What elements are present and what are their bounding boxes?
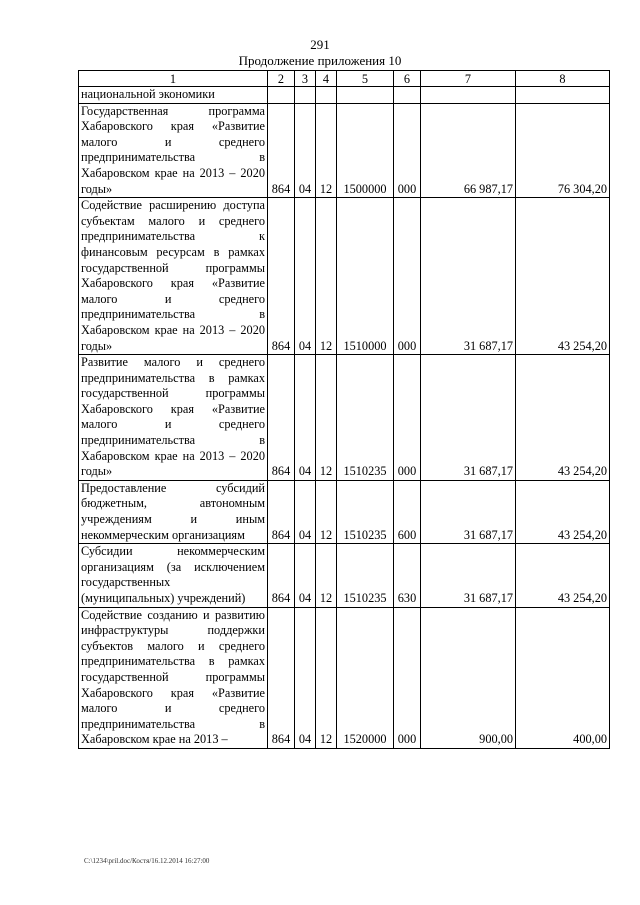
header-cell: 3 [295, 71, 316, 87]
cell-col5: 1510235 [337, 544, 394, 607]
cell-col4: 12 [316, 355, 337, 481]
cell-col6: 600 [394, 480, 421, 543]
cell-col8: 43 254,20 [516, 544, 610, 607]
cell-col7: 900,00 [421, 607, 516, 748]
row-description: национальной экономики [79, 87, 268, 104]
cell-col3: 04 [295, 480, 316, 543]
row-description: Развитие малого и среднего предпринимательства в рамках государственной программы Хабаровского края «Развитие малого и среднего предпринимательства в Хабаровском крае на 2013 – 2020 годы» [79, 355, 268, 481]
cell-col8: 43 254,20 [516, 355, 610, 481]
header-cell: 2 [268, 71, 295, 87]
cell-col7: 31 687,17 [421, 544, 516, 607]
row-description: Субсидии некоммерческим организациям (за исключением государственных (муниципальных) учреждений) [79, 544, 268, 607]
table-row [79, 198, 610, 355]
cell-col2: 864 [268, 103, 295, 198]
cell-col3: 04 [295, 198, 316, 355]
cell-col4: 12 [316, 103, 337, 198]
cell-col8 [516, 87, 610, 104]
row-description: Предоставление субсидий бюджетным, автономным учреждениям и иным некоммерческим организациям [79, 480, 268, 543]
cell-col7: 31 687,17 [421, 355, 516, 481]
row-description: Государственная программа Хабаровского края «Развитие малого и среднего предпринимательства в Хабаровском крае на 2013 – 2020 годы» [79, 103, 268, 198]
cell-col5: 1510235 [337, 480, 394, 543]
header-cell: 4 [316, 71, 337, 87]
table-row [79, 103, 610, 198]
cell-col4: 12 [316, 480, 337, 543]
cell-col3: 04 [295, 103, 316, 198]
header-cell: 1 [79, 71, 268, 87]
cell-col8: 43 254,20 [516, 198, 610, 355]
file-path-footer: C:\1234\pril.doc/Костя/16.12.2014 16:27:00 [84, 857, 210, 865]
cell-col6: 000 [394, 198, 421, 355]
cell-col2: 864 [268, 544, 295, 607]
header-cell: 5 [337, 71, 394, 87]
cell-col2 [268, 87, 295, 104]
cell-col3 [295, 87, 316, 104]
cell-col4: 12 [316, 607, 337, 748]
cell-col8: 76 304,20 [516, 103, 610, 198]
cell-col7: 31 687,17 [421, 480, 516, 543]
header-cell: 7 [421, 71, 516, 87]
cell-col2: 864 [268, 355, 295, 481]
cell-col5: 1520000 [337, 607, 394, 748]
table-row [79, 355, 610, 481]
row-description: Содействие созданию и развитию инфраструктуры поддержки субъектов малого и среднего предпринимательства в рамках государственной программы Хабаровского края «Развитие малого и среднего предпринимательства в Хабаровском крае на 2013 – [79, 607, 268, 748]
cell-col7: 31 687,17 [421, 198, 516, 355]
cell-col5: 1510235 [337, 355, 394, 481]
page-number: 291 [310, 37, 330, 52]
table-row [79, 87, 610, 104]
cell-col4: 12 [316, 544, 337, 607]
cell-col8: 43 254,20 [516, 480, 610, 543]
cell-col8: 400,00 [516, 607, 610, 748]
budget-table [78, 70, 610, 749]
cell-col5 [337, 87, 394, 104]
cell-col5: 1510000 [337, 198, 394, 355]
cell-col2: 864 [268, 198, 295, 355]
cell-col4 [316, 87, 337, 104]
cell-col6 [394, 87, 421, 104]
cell-col4: 12 [316, 198, 337, 355]
cell-col6: 000 [394, 103, 421, 198]
cell-col2: 864 [268, 607, 295, 748]
cell-col3: 04 [295, 607, 316, 748]
cell-col3: 04 [295, 355, 316, 481]
row-description: Содействие расширению доступа субъектам малого и среднего предпринимательства к финансовым ресурсам в рамках государственной программы Хабаровского края «Развитие малого и среднего предпринимательства в Хабаровском крае на 2013 – 2020 годы» [79, 198, 268, 355]
cell-col5: 1500000 [337, 103, 394, 198]
table-row [79, 480, 610, 543]
table-row [79, 544, 610, 607]
cell-col6: 630 [394, 544, 421, 607]
table-row [79, 607, 610, 748]
header-row [79, 71, 610, 87]
continuation-label: Продолжение приложения 10 [238, 53, 402, 68]
cell-col6: 000 [394, 607, 421, 748]
header-cell: 6 [394, 71, 421, 87]
header-cell: 8 [516, 71, 610, 87]
cell-col3: 04 [295, 544, 316, 607]
cell-col2: 864 [268, 480, 295, 543]
cell-col7: 66 987,17 [421, 103, 516, 198]
cell-col7 [421, 87, 516, 104]
cell-col6: 000 [394, 355, 421, 481]
